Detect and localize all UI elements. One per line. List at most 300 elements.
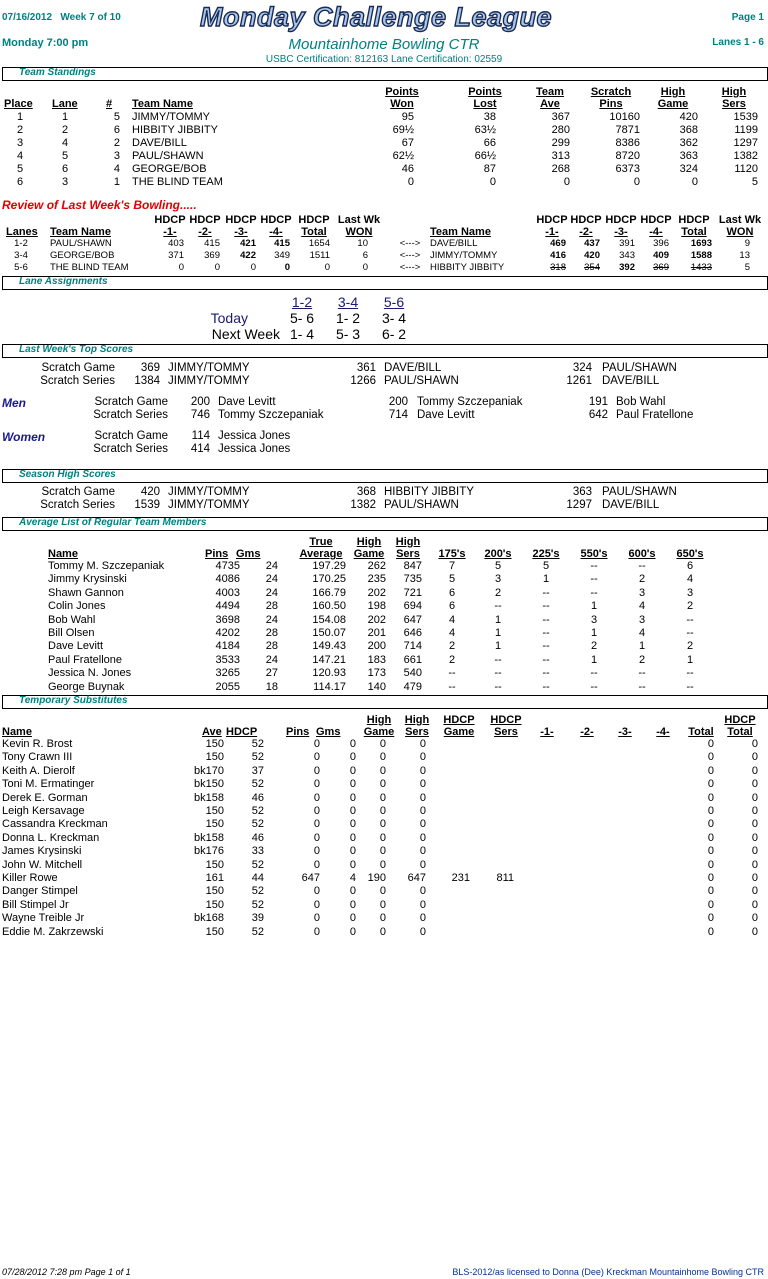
- average-row: [0, 667, 768, 680]
- scratch-pins-cell: 6373: [615, 163, 640, 175]
- high-sers-cell: 714: [403, 640, 422, 653]
- standings-row: [0, 137, 768, 150]
- lane-cell: 4: [61, 137, 69, 149]
- section-title: Team Standings: [19, 67, 96, 78]
- count-225-cell: 1: [542, 573, 550, 586]
- pins-cell: 4494: [215, 600, 240, 613]
- points-lost-cell: 66½: [474, 150, 496, 162]
- left-won-cell: 10: [357, 238, 368, 249]
- count-600-cell: --: [638, 560, 646, 572]
- gms-cell: 24: [265, 560, 278, 572]
- sub-hdcp-game-cell: 231: [451, 872, 470, 884]
- score-name: HIBBITY JIBBITY: [384, 486, 474, 498]
- sub-total-cell: 0: [707, 885, 714, 898]
- sub-row: [0, 832, 768, 845]
- scratch-pins-cell: 0: [633, 176, 640, 188]
- team-name-cell: THE BLIND TEAM: [132, 176, 223, 188]
- sub-hdcp-cell: 52: [251, 885, 264, 898]
- sub-gms-cell: 0: [349, 885, 356, 898]
- count-650-cell: --: [686, 667, 694, 680]
- average-row: [0, 560, 768, 573]
- sub-high-game-cell: 0: [379, 778, 386, 791]
- score-value: 714: [388, 409, 408, 421]
- count-550-cell: --: [590, 667, 598, 680]
- score-name: JIMMY/TOMMY: [168, 362, 250, 374]
- sub-ave-cell: bk158: [194, 831, 224, 844]
- left-game-cell: 349: [274, 250, 290, 261]
- sub-gms-cell: 0: [349, 912, 356, 925]
- sub-hdcp-cell: 52: [251, 738, 264, 750]
- sub-pins-cell: 0: [313, 912, 320, 925]
- team-ave-cell: 268: [551, 163, 570, 175]
- pins-cell: 4202: [215, 627, 240, 639]
- right-game-cell: 391: [619, 238, 635, 249]
- score-name: Jessica Jones: [218, 430, 291, 442]
- score-name: Paul Fratellone: [616, 409, 694, 421]
- high-game-cell: 200: [367, 640, 386, 653]
- right-total-cell: 1433: [690, 262, 712, 273]
- week-label: Week 7 of 10: [60, 12, 121, 23]
- sub-high-sers-cell: 0: [419, 898, 426, 911]
- sub-gms-cell: 0: [349, 764, 356, 777]
- count-175-cell: --: [448, 680, 456, 693]
- name-cell: Colin Jones: [48, 600, 106, 613]
- review-title: Review of Last Week's Bowling.....: [2, 198, 197, 212]
- col-sub-name: Name: [2, 726, 32, 738]
- right-team-cell: DAVE/BILL: [430, 238, 478, 249]
- sub-high-game-cell: 190: [367, 872, 386, 884]
- score-name: Tommy Szczepaniak: [417, 396, 523, 408]
- sub-high-game-cell: 0: [379, 818, 386, 831]
- men-label: Men: [2, 396, 26, 410]
- today-label: Today: [210, 310, 248, 326]
- count-600-cell: --: [638, 680, 646, 693]
- count-175-cell: 6: [448, 600, 456, 613]
- sub-pins-cell: 0: [313, 898, 320, 911]
- sub-pins-cell: 0: [313, 751, 320, 764]
- temporary-subs-section: [2, 695, 768, 709]
- col-225: 225's: [532, 548, 560, 560]
- high-game-cell: 198: [367, 600, 386, 613]
- high-game-cell: 368: [679, 124, 698, 136]
- score-name: DAVE/BILL: [602, 499, 660, 511]
- sub-row: [0, 885, 768, 898]
- score-value: 361: [356, 362, 376, 374]
- name-cell: Tommy M. Szczepaniak: [48, 560, 165, 572]
- sub-name-cell: Keith A. Dierolf: [2, 764, 75, 777]
- team-name-cell: GEORGE/BOB: [132, 163, 207, 175]
- next-pairing: 6- 2: [381, 326, 407, 342]
- count-600-cell: 4: [638, 600, 646, 613]
- lane-pair: 5-6: [383, 294, 405, 310]
- score-value: 1297: [566, 499, 592, 511]
- sub-row: [0, 818, 768, 831]
- sub-hdcp-total-cell: 0: [751, 805, 758, 817]
- place-cell: 4: [16, 150, 24, 162]
- sub-hdcp-cell: 52: [251, 898, 264, 911]
- sub-ave-cell: 161: [205, 872, 224, 884]
- average-row: [0, 654, 768, 667]
- count-175-cell: 4: [448, 627, 456, 639]
- average-list-section: [2, 517, 768, 531]
- sub-row: [0, 805, 768, 818]
- col-high-game: High Game: [353, 536, 385, 560]
- average-row: [0, 600, 768, 613]
- score-name: DAVE/BILL: [602, 375, 660, 387]
- col-right-g1: [536, 214, 568, 238]
- sub-high-game-cell: 0: [379, 764, 386, 777]
- col-right-g3: [605, 214, 637, 238]
- sub-row: [0, 926, 768, 939]
- gms-cell: 27: [265, 667, 278, 680]
- col-team-name: Team Name: [132, 98, 193, 110]
- hdcp-label: HDCP: [570, 214, 602, 226]
- count-550-cell: --: [590, 680, 598, 693]
- count-200-cell: 2: [494, 586, 502, 599]
- col-sub-hdcp-sers: HDCP Sers: [490, 714, 522, 738]
- col-sub-g4: -4-: [656, 726, 670, 738]
- left-total-cell: 1511: [309, 250, 330, 261]
- count-200-cell: 5: [494, 560, 502, 572]
- count-175-cell: 5: [448, 573, 456, 586]
- left-game-cell: 415: [204, 238, 220, 249]
- left-won-cell: 0: [362, 262, 368, 273]
- sub-name-cell: Tony Crawn III: [2, 751, 73, 764]
- col-sub-high-game: High Game: [363, 714, 395, 738]
- high-game-cell: 183: [367, 653, 386, 666]
- average-row: [0, 573, 768, 586]
- sub-name-cell: Eddie M. Zakrzewski: [2, 925, 104, 938]
- left-team-cell: THE BLIND TEAM: [50, 262, 129, 273]
- sub-high-sers-cell: 0: [419, 845, 426, 858]
- sub-high-sers-cell: 0: [419, 858, 426, 871]
- points-won-cell: 46: [401, 163, 414, 175]
- sub-hdcp-total-cell: 0: [751, 885, 758, 898]
- count-650-cell: 3: [686, 586, 694, 599]
- scratch-pins-cell: 10160: [609, 111, 640, 123]
- score-value: 1261: [566, 375, 592, 387]
- score-value: 368: [356, 486, 376, 498]
- true-average-cell: 147.21: [312, 653, 346, 666]
- hdcp-label: HDCP: [260, 214, 292, 226]
- col-name: Name: [48, 548, 78, 560]
- true-average-cell: 170.25: [312, 573, 346, 586]
- lane-cell: 3: [61, 176, 69, 188]
- count-650-cell: 2: [686, 600, 694, 613]
- section-title: Season High Scores: [19, 469, 116, 480]
- gms-cell: 24: [265, 586, 278, 599]
- sub-name-cell: Donna L. Kreckman: [2, 831, 100, 844]
- sub-high-sers-cell: 0: [419, 791, 426, 804]
- sub-hdcp-cell: 52: [251, 751, 264, 764]
- section-title: Temporary Substitutes: [19, 695, 128, 706]
- scratch-game-label: Scratch Game: [94, 430, 168, 442]
- high-sers-cell: 1539: [733, 111, 758, 123]
- sub-row: [0, 912, 768, 925]
- col-review-team-left: Team Name: [50, 226, 111, 238]
- gms-cell: 24: [265, 653, 278, 666]
- high-game-cell: 140: [367, 680, 386, 693]
- versus-arrow: <--->: [399, 250, 421, 261]
- points-lost-cell: 38: [483, 111, 496, 123]
- average-row: [0, 614, 768, 627]
- lane-assignments-section: [2, 276, 768, 290]
- bowling-center-name: Mountainhome Bowling CTR: [288, 36, 480, 53]
- sub-hdcp-sers-cell: 811: [496, 872, 514, 884]
- sub-total-cell: 0: [707, 764, 714, 777]
- sub-hdcp-cell: 44: [251, 872, 264, 884]
- sub-name-cell: Danger Stimpel: [2, 885, 78, 898]
- pins-cell: 4735: [215, 560, 240, 572]
- count-175-cell: 7: [448, 560, 456, 572]
- sub-high-game-cell: 0: [379, 738, 386, 750]
- sub-total-cell: 0: [707, 858, 714, 871]
- high-game-cell: 363: [679, 150, 698, 162]
- section-title: Last Week's Top Scores: [19, 344, 134, 355]
- count-650-cell: 4: [686, 573, 694, 586]
- score-name: JIMMY/TOMMY: [168, 499, 250, 511]
- sub-ave-cell: 150: [205, 925, 224, 938]
- score-value: 363: [572, 486, 592, 498]
- sub-ave-cell: bk170: [194, 764, 224, 777]
- col-high-sers: High Sers: [395, 536, 421, 560]
- right-game-cell: 416: [550, 250, 566, 261]
- sub-gms-cell: 0: [349, 831, 356, 844]
- sub-total-cell: 0: [707, 872, 714, 884]
- report-date: 07/16/2012: [2, 12, 53, 23]
- name-cell: Bill Olsen: [48, 627, 95, 639]
- sub-gms-cell: 0: [349, 818, 356, 831]
- scratch-series-label: Scratch Series: [40, 499, 115, 511]
- lane-cell: 1: [61, 111, 69, 123]
- col-left-total: [298, 214, 330, 238]
- points-won-cell: 95: [401, 111, 414, 123]
- gms-cell: 24: [265, 613, 278, 626]
- g4-label: -4-: [269, 226, 283, 238]
- next-week-label: Next Week: [211, 326, 280, 342]
- high-game-cell: 173: [367, 667, 386, 680]
- col-sub-hdcp-total: HDCP Total: [724, 714, 756, 738]
- score-name: PAUL/SHAWN: [384, 375, 459, 387]
- won-label: WON: [726, 226, 754, 238]
- name-cell: Bob Wahl: [48, 613, 96, 626]
- footer-printed: 07/28/2012 7:28 pm Page 1 of 1: [2, 1267, 131, 1277]
- sub-name-cell: John W. Mitchell: [2, 858, 83, 871]
- today-pairing: 3- 4: [381, 310, 407, 326]
- pins-cell: 2055: [215, 680, 240, 693]
- sub-high-game-cell: 0: [379, 858, 386, 871]
- sub-ave-cell: 150: [205, 738, 224, 750]
- high-sers-cell: 721: [403, 586, 422, 599]
- col-175: 175's: [438, 548, 466, 560]
- footer-license: BLS-2012/as licensed to Donna (Dee) Kreckman Mountainhome Bowling CTR: [452, 1267, 764, 1277]
- right-game-cell: 420: [584, 250, 600, 261]
- col-right-won: [716, 214, 764, 238]
- count-225-cell: --: [542, 627, 550, 639]
- high-game-cell: 262: [367, 560, 386, 572]
- lanes-cell: 3-4: [14, 250, 28, 261]
- score-value: 200: [190, 396, 210, 408]
- count-600-cell: 4: [638, 627, 646, 639]
- col-sub-g2: -2-: [580, 726, 594, 738]
- sub-hdcp-cell: 52: [251, 778, 264, 791]
- sub-hdcp-total-cell: 0: [751, 764, 758, 777]
- score-value: 1266: [350, 375, 376, 387]
- sub-ave-cell: 150: [205, 805, 224, 817]
- left-game-cell: 0: [284, 262, 290, 273]
- team-name-cell: DAVE/BILL: [132, 137, 187, 149]
- right-won-cell: 9: [744, 238, 750, 249]
- sub-hdcp-total-cell: 0: [751, 872, 758, 884]
- sub-ave-cell: bk150: [194, 778, 224, 791]
- sub-high-sers-cell: 0: [419, 912, 426, 925]
- gms-cell: 28: [265, 640, 278, 653]
- right-won-cell: 5: [744, 262, 750, 273]
- left-game-cell: 421: [240, 238, 256, 249]
- count-600-cell: 2: [638, 653, 646, 666]
- sub-name-cell: Bill Stimpel Jr: [2, 898, 69, 911]
- sub-high-game-cell: 0: [379, 751, 386, 764]
- sub-high-game-cell: 0: [379, 925, 386, 938]
- review-row: [0, 262, 768, 275]
- versus-arrow: <--->: [399, 238, 421, 249]
- count-650-cell: 6: [686, 560, 694, 572]
- report-date-week: [2, 12, 121, 23]
- high-sers-cell: 661: [403, 653, 422, 666]
- count-650-cell: --: [686, 680, 694, 693]
- count-175-cell: 4: [448, 613, 456, 626]
- col-pins: Pins: [205, 548, 229, 560]
- scratch-pins-cell: 8386: [615, 137, 640, 149]
- left-game-cell: 0: [214, 262, 220, 273]
- col-sub-g1: -1-: [540, 726, 554, 738]
- left-game-cell: 403: [168, 238, 184, 249]
- right-game-cell: 392: [619, 262, 635, 273]
- sub-name-cell: Derek E. Gorman: [2, 791, 88, 804]
- sub-high-game-cell: 0: [379, 791, 386, 804]
- high-sers-cell: 540: [403, 667, 422, 680]
- name-cell: Paul Fratellone: [48, 653, 122, 666]
- g4-label: -4-: [649, 226, 663, 238]
- high-sers-cell: 647: [403, 613, 422, 626]
- team-ave-cell: 280: [551, 124, 570, 136]
- lanes-range: Lanes 1 - 6: [712, 37, 764, 48]
- sub-gms-cell: 4: [349, 872, 356, 884]
- season-high-section: [2, 469, 768, 483]
- high-sers-cell: 1382: [733, 150, 758, 162]
- sub-gms-cell: 0: [349, 751, 356, 764]
- points-lost-cell: 0: [489, 176, 496, 188]
- hdcp-label: HDCP: [189, 214, 221, 226]
- sub-hdcp-cell: 52: [251, 805, 264, 817]
- total-label: Total: [681, 226, 707, 238]
- count-175-cell: --: [448, 667, 456, 680]
- col-650: 650's: [676, 548, 704, 560]
- sub-total-cell: 0: [707, 778, 714, 791]
- standings-row: [0, 176, 768, 189]
- team-number-cell: 6: [113, 124, 120, 136]
- lanes-cell: 5-6: [14, 262, 28, 273]
- sub-row: [0, 738, 768, 751]
- score-value: 114: [191, 430, 210, 442]
- right-total-cell: 1693: [690, 238, 712, 249]
- sub-hdcp-cell: 33: [251, 845, 264, 858]
- high-game-cell: 201: [367, 627, 386, 639]
- points-lost-cell: 66: [483, 137, 496, 149]
- sub-high-game-cell: 0: [379, 805, 386, 817]
- scratch-game-label: Scratch Game: [94, 396, 168, 408]
- points-won-cell: 62½: [392, 150, 414, 162]
- true-average-cell: 149.43: [312, 640, 346, 653]
- next-pairing: 1- 4: [289, 326, 315, 342]
- sub-high-sers-cell: 0: [419, 738, 426, 750]
- scratch-series-label: Scratch Series: [93, 409, 168, 421]
- hdcp-label: HDCP: [536, 214, 568, 226]
- sub-total-cell: 0: [707, 898, 714, 911]
- left-team-cell: PAUL/SHAWN: [50, 238, 112, 249]
- team-number-cell: 5: [113, 111, 120, 123]
- sub-hdcp-cell: 39: [251, 912, 264, 925]
- col-sub-total: Total: [688, 726, 714, 738]
- g1-label: -1-: [163, 226, 177, 238]
- sub-high-sers-cell: 0: [419, 831, 426, 844]
- sub-hdcp-total-cell: 0: [751, 898, 758, 911]
- col-review-team-right: Team Name: [430, 226, 491, 238]
- sub-hdcp-total-cell: 0: [751, 912, 758, 925]
- lane-cell: 2: [61, 124, 69, 136]
- name-cell: Dave Levitt: [48, 640, 104, 653]
- points-won-cell: 69½: [392, 124, 414, 136]
- col-200: 200's: [484, 548, 512, 560]
- right-game-cell: 409: [653, 250, 669, 261]
- gms-cell: 18: [265, 680, 278, 693]
- sub-hdcp-cell: 52: [251, 925, 264, 938]
- hdcp-label: HDCP: [640, 214, 672, 226]
- count-225-cell: --: [542, 667, 550, 680]
- score-name: PAUL/SHAWN: [384, 499, 459, 511]
- team-ave-cell: 299: [551, 137, 570, 149]
- sub-row: [0, 778, 768, 791]
- sub-total-cell: 0: [707, 912, 714, 925]
- col-550: 550's: [580, 548, 608, 560]
- average-row: [0, 587, 768, 600]
- right-game-cell: 437: [584, 238, 600, 249]
- score-value: 420: [140, 486, 160, 498]
- sub-pins-cell: 0: [313, 818, 320, 831]
- certification-line: USBC Certification: 812163 Lane Certification: 02559: [265, 54, 503, 65]
- team-number-cell: 3: [113, 150, 120, 162]
- sub-name-cell: Wayne Treible Jr: [2, 912, 85, 925]
- average-row: [0, 627, 768, 640]
- sub-name-cell: Kevin R. Brost: [2, 738, 73, 750]
- scratch-pins-cell: 8720: [615, 150, 640, 162]
- left-game-cell: 415: [274, 238, 290, 249]
- sub-hdcp-total-cell: 0: [751, 818, 758, 831]
- count-550-cell: 3: [590, 613, 598, 626]
- sub-pins-cell: 0: [313, 778, 320, 791]
- gms-cell: 28: [265, 600, 278, 613]
- col-right-g4: [640, 214, 672, 238]
- col-high-sers: High Sers: [721, 86, 747, 110]
- sub-pins-cell: 647: [301, 872, 320, 884]
- sub-gms-cell: 0: [349, 778, 356, 791]
- total-label: Total: [301, 226, 327, 238]
- col-review-lanes: Lanes: [6, 226, 38, 238]
- high-game-cell: 324: [679, 163, 698, 175]
- high-game-cell: 362: [679, 137, 698, 149]
- count-550-cell: 2: [590, 640, 598, 653]
- high-game-cell: 420: [679, 111, 698, 123]
